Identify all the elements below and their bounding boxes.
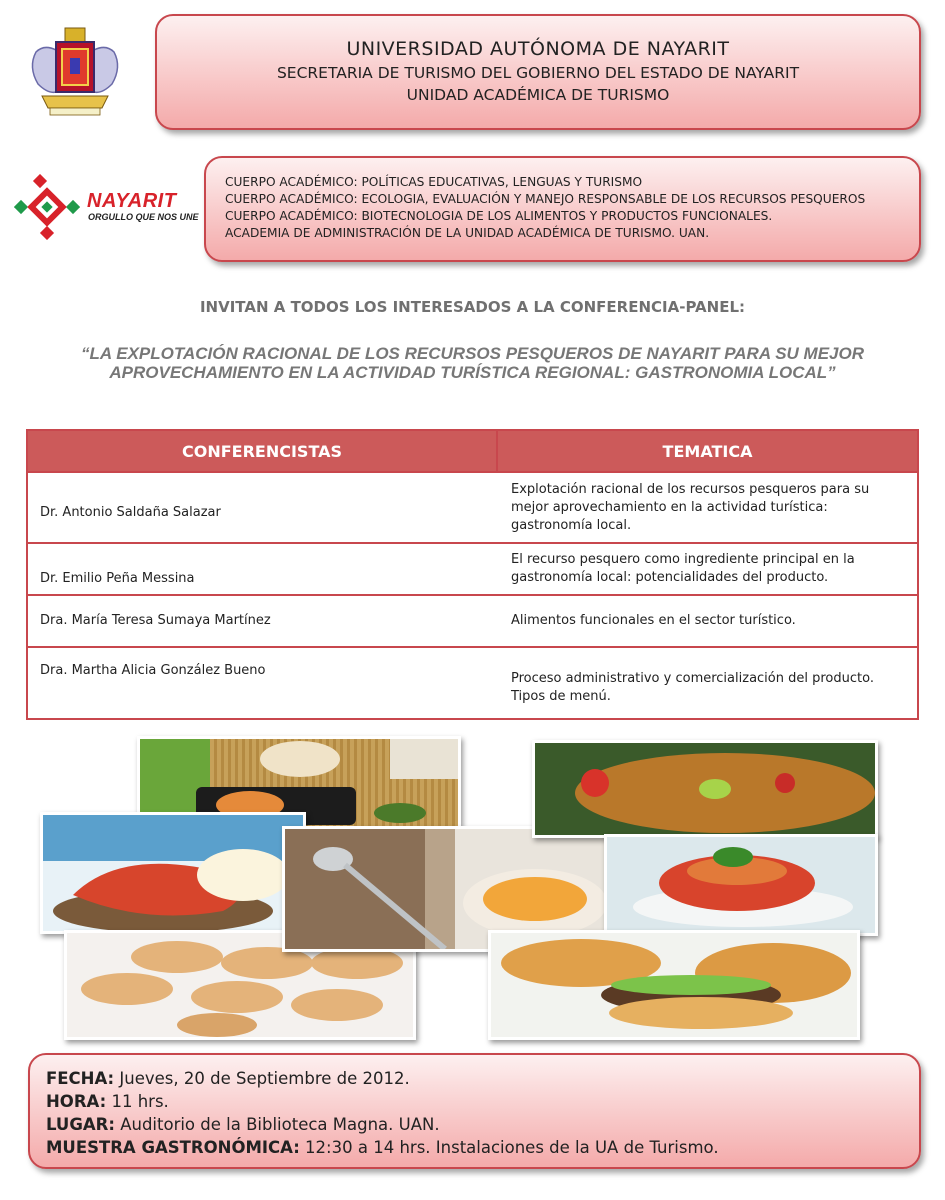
speaker-topic: Proceso administrativo y comercialización del producto. Tipos de menú. [497,647,918,719]
speaker-topic: Explotación racional de los recursos pesqueros para su mejor aprovechamiento en la actividad turística: gastronomía local. [497,472,918,543]
event-place-value: Auditorio de la Biblioteca Magna. UAN. [114,1115,440,1134]
event-time [46,1090,919,1113]
list-item: CUERPO ACADÉMICO: BIOTECNOLOGIA DE LOS ALIMENTOS Y PRODUCTOS FUNCIONALES. [225,209,773,223]
header-banner [155,14,921,130]
nayarit-diamond-icon [14,174,80,240]
food-photo-fish-tostada [40,812,306,934]
list-item: CUERPO ACADÉMICO: POLÍTICAS EDUCATIVAS, LENGUAS Y TURISMO [225,175,643,189]
event-food-show-value: 12:30 a 14 hrs. Instalaciones de la UA de Turismo. [299,1138,719,1157]
food-photo-stuffed-tomato [604,834,878,936]
speakers-table [26,429,919,720]
event-date [46,1067,919,1090]
header-speakers: CONFERENCISTAS [27,430,497,472]
academic-unit-name: UNIDAD ACADÉMICA DE TURISMO [406,86,670,104]
table-row [27,647,918,719]
speaker-name: Dr. Antonio Saldaña Salazar [27,472,497,543]
table-row [27,595,918,647]
speaker-name: Dra. María Teresa Sumaya Martínez [27,595,497,647]
event-date-value: Jueves, 20 de Septiembre de 2012. [114,1069,410,1088]
header-topic: TEMATICA [497,430,918,472]
event-date-label: FECHA: [46,1069,115,1088]
list-item: CUERPO ACADÉMICO: ECOLOGIA, EVALUACIÓN Y MANEJO RESPONSABLE DE LOS RECURSOS PESQUEROS [225,192,866,206]
invitation-text: INVITAN A TODOS LOS INTERESADOS A LA CONFERENCIA-PANEL: [199,298,746,316]
food-photo-seafood-noodles [532,740,878,838]
event-time-label: HORA: [46,1092,107,1111]
secretariat-name: SECRETARIA DE TURISMO DEL GOBIERNO DEL ESTADO DE NAYARIT [276,64,800,82]
table-header-row [27,430,918,472]
nayarit-logo [14,174,200,240]
academic-bodies-list [225,174,919,242]
event-time-value: 11 hrs. [106,1092,169,1111]
event-place [46,1113,919,1136]
university-name: UNIVERSIDAD AUTÓNOMA DE NAYARIT [346,38,730,60]
table-row [27,543,918,595]
nayarit-slogan: ORGULLO QUE NOS UNE [88,212,199,222]
event-food-show-label: MUESTRA GASTRONÓMICA: [46,1138,300,1157]
academic-bodies-box [204,156,921,262]
event-info-box [28,1053,921,1169]
university-crest-logo [26,22,124,118]
speaker-topic: El recurso pesquero como ingrediente principal en la gastronomía local: potencialidades del producto. [497,543,918,595]
event-place-label: LUGAR: [46,1115,115,1134]
list-item: ACADEMIA DE ADMINISTRACIÓN DE LA UNIDAD ACADÉMICA DE TURISMO. UAN. [225,226,710,240]
food-photo-burger [488,930,860,1040]
conference-title: “LA EXPLOTACIÓN RACIONAL DE LOS RECURSOS PESQUEROS DE NAYARIT PARA SU MEJOR APROVECHAMIENTO EN LA ACTIVIDAD TURÍSTICA REGIONAL: GASTRONOMIA LOCAL” [80,344,864,382]
nayarit-brand: NAYARIT [87,190,177,212]
speaker-name: Dra. Martha Alicia González Bueno [27,647,497,719]
speaker-topic: Alimentos funcionales en el sector turístico. [497,595,918,647]
table-row [27,472,918,543]
event-food-show [46,1136,919,1159]
speaker-name: Dr. Emilio Peña Messina [27,543,497,595]
